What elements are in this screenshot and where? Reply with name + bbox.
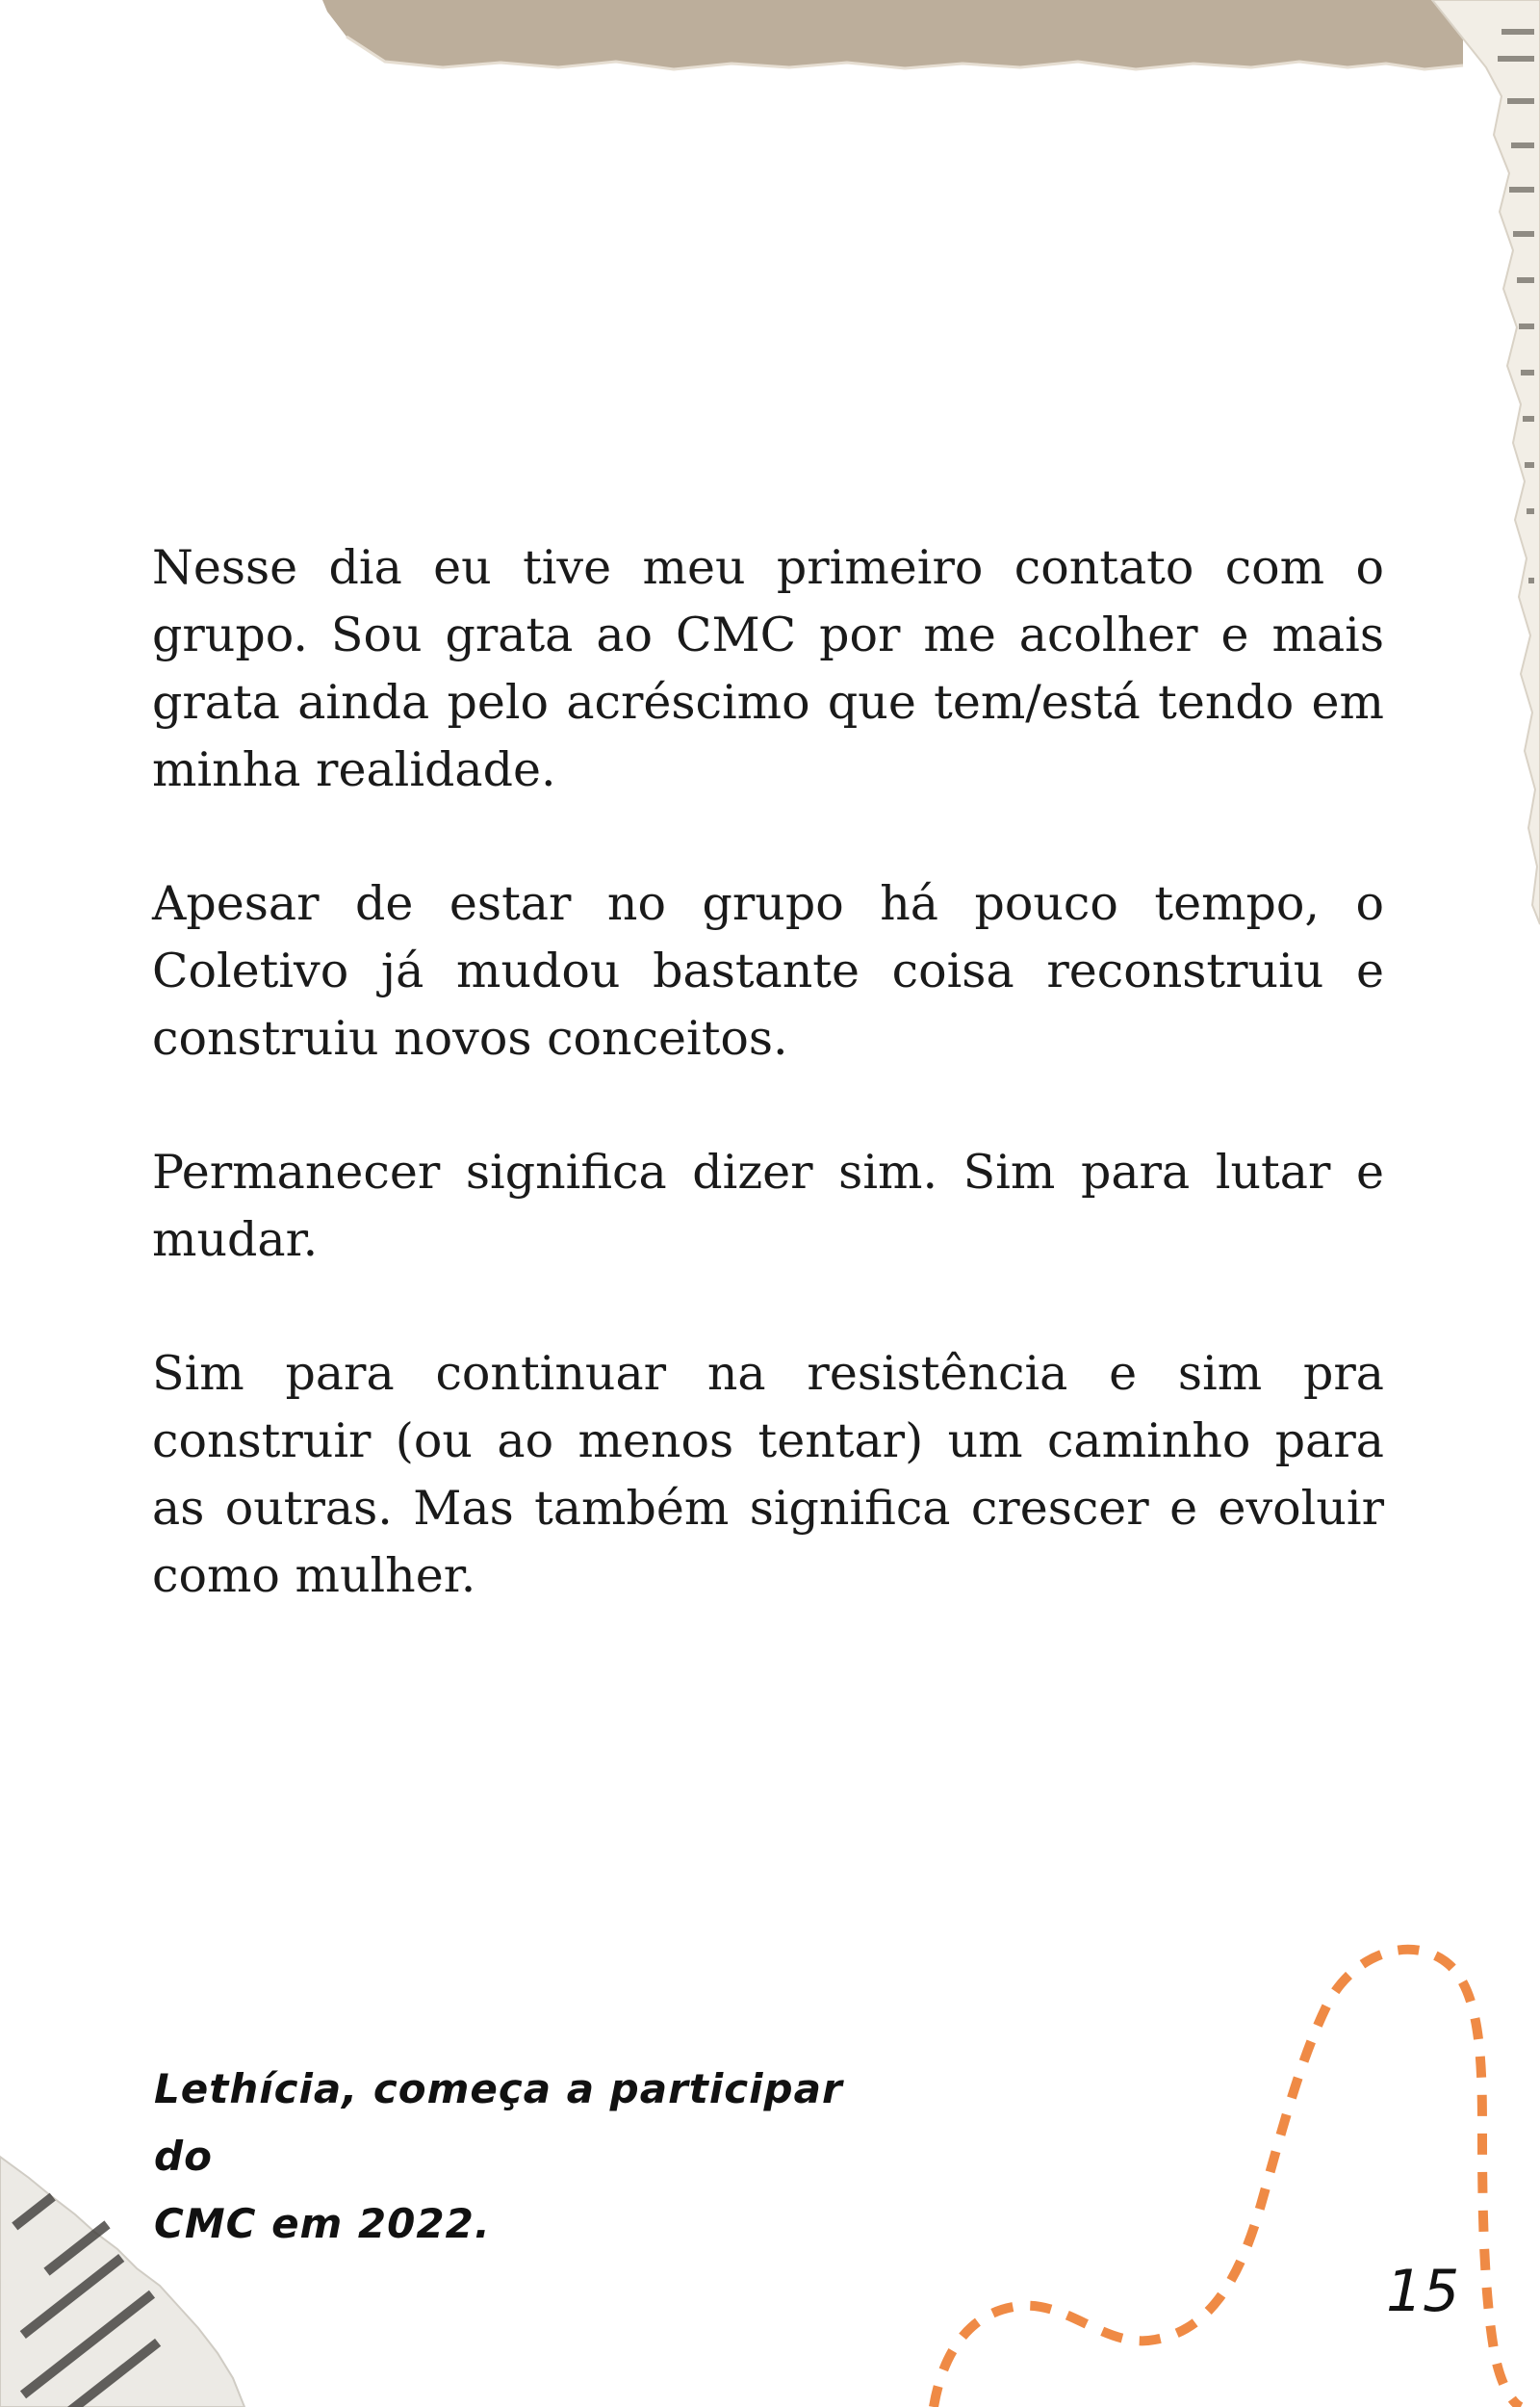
paragraph-1: Nesse dia eu tive meu primeiro contato com o grupo. Sou grata ao CMC por me acolher e mais grata ainda pelo acréscimo que tem/está tendo em minha realidade. [152, 540, 1384, 797]
paragraph-4: Sim para continuar na resistência e sim pra construir (ou ao menos tentar) um caminho para as outras. Mas também significa crescer e evoluir como mulher. [152, 1346, 1384, 1603]
signature [154, 2056, 847, 2258]
dashed-path [934, 1950, 1521, 2407]
signature-line-2: CMC em 2022. [154, 2200, 491, 2247]
paragraph-2: Apesar de estar no grupo há pouco tempo, o Coletivo já mudou bastante coisa reconstruiu e construiu novos conceitos. [152, 876, 1384, 1066]
paragraph-3: Permanecer significa dizer sim. Sim para lutar e mudar. [152, 1145, 1384, 1267]
page-number: 15 [1386, 2258, 1460, 2325]
torn-paper-top [322, 0, 1463, 69]
body-text [152, 534, 1384, 1676]
signature-line-1: Lethícia, começa a participar do [154, 2065, 843, 2180]
newspaper-scrap-right [1432, 0, 1540, 924]
